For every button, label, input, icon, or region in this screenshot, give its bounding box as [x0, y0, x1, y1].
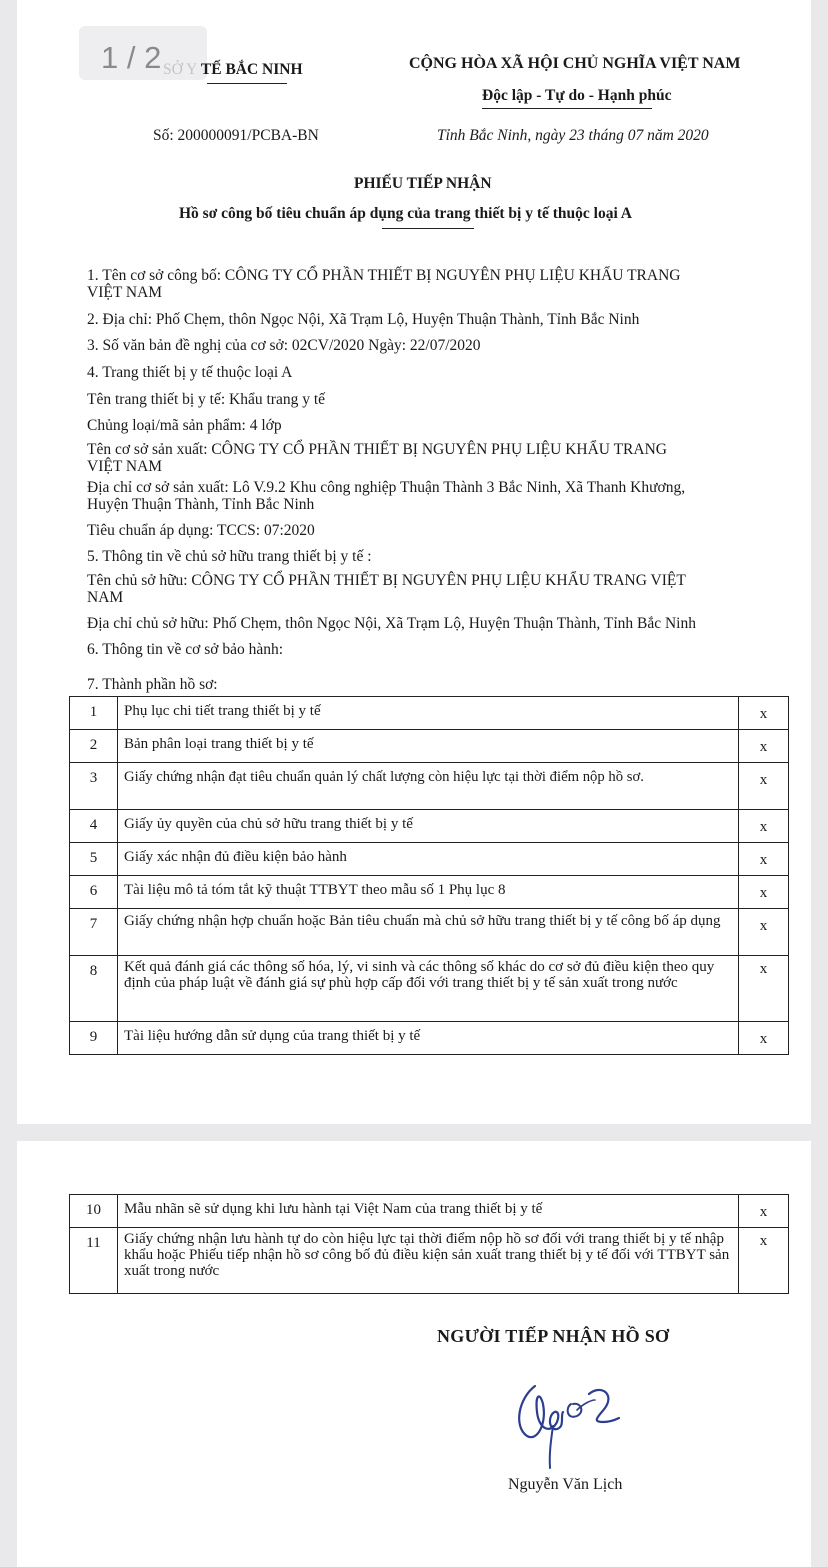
row-number: 4 [70, 810, 118, 843]
national-title: CỘNG HÒA XÃ HỘI CHỦ NGHĨA VIỆT NAM [409, 55, 741, 72]
applicant-name-line2: VIỆT NAM [87, 284, 163, 301]
device-name: Tên trang thiết bị y tế: Khẩu trang y tế [87, 391, 326, 408]
document-check: x [739, 843, 789, 876]
manufacturer-name-line2: VIỆT NAM [87, 458, 163, 475]
owner-name-line2: NAM [87, 589, 124, 606]
document-name: Bản phân loại trang thiết bị y tế [118, 730, 739, 763]
document-name: Giấy chứng nhận hợp chuẩn hoặc Bản tiêu chuẩn mà chủ sở hữu trang thiết bị y tế công bố áp dụng [118, 909, 739, 956]
row-number: 10 [70, 1195, 118, 1228]
document-name: Tài liệu hướng dẫn sử dụng của trang thiết bị y tế [118, 1022, 739, 1055]
table-row [70, 1022, 789, 1055]
owner-section-heading: 5. Thông tin về chủ sở hữu trang thiết bị y tế : [87, 548, 372, 565]
row-number: 1 [70, 697, 118, 730]
document-page-1 [17, 0, 811, 1124]
document-name: Giấy xác nhận đủ điều kiện bảo hành [118, 843, 739, 876]
table-row [70, 909, 789, 956]
row-number: 11 [70, 1228, 118, 1294]
manufacturer-name-line1: Tên cơ sở sản xuất: CÔNG TY CỔ PHẦN THIẾT BỊ NGUYÊN PHỤ LIỆU KHẨU TRANG [87, 441, 667, 458]
table-row [70, 843, 789, 876]
document-name: Mẫu nhãn sẽ sử dụng khi lưu hành tại Việt Nam của trang thiết bị y tế [118, 1195, 739, 1228]
document-check: x [739, 730, 789, 763]
device-class: 4. Trang thiết bị y tế thuộc loại A [87, 364, 293, 381]
table-row [70, 1228, 789, 1294]
documents-heading: 7. Thành phần hồ sơ: [87, 676, 218, 693]
form-subtitle: Hồ sơ công bố tiêu chuẩn áp dụng của trang thiết bị y tế thuộc loại A [179, 205, 632, 222]
owner-name-line1: Tên chủ sở hữu: CÔNG TY CỔ PHẦN THIẾT BỊ NGUYÊN PHỤ LIỆU KHẨU TRANG VIỆT [87, 572, 686, 589]
manufacturer-name [87, 441, 787, 475]
document-name: Kết quả đánh giá các thông số hóa, lý, vi sinh và các thông số khác do cơ sở đủ điều kiện theo quy định của pháp luật về đánh giá sự phù hợp cấp đối với trang thiết bị y tế sản xuất trong nước [118, 956, 739, 1022]
table-row [70, 763, 789, 810]
manufacturer-address [87, 479, 787, 513]
issuing-agency [163, 61, 303, 79]
national-motto: Độc lập - Tự do - Hạnh phúc [482, 87, 672, 104]
issuing-agency-faded: SỞ Y [163, 61, 198, 78]
manufacturer-address-line2: Huyện Thuận Thành, Tỉnh Bắc Ninh [87, 496, 315, 513]
issuing-agency-bold: TẾ BẮC NINH [197, 61, 303, 78]
row-number: 7 [70, 909, 118, 956]
place-and-date: Tỉnh Bắc Ninh, ngày 23 tháng 07 năm 2020 [437, 127, 709, 144]
handwritten-signature [505, 1364, 625, 1474]
receiver-title: NGƯỜI TIẾP NHẬN HỒ SƠ [437, 1326, 670, 1346]
document-check: x [739, 810, 789, 843]
table-row [70, 876, 789, 909]
table-row [70, 730, 789, 763]
row-number: 5 [70, 843, 118, 876]
receiver-name: Nguyễn Văn Lịch [508, 1476, 623, 1493]
documents-table [69, 696, 789, 1055]
document-check: x [739, 1195, 789, 1228]
document-check: x [739, 876, 789, 909]
applied-standard: Tiêu chuẩn áp dụng: TCCS: 07:2020 [87, 522, 315, 539]
agency-underline [207, 83, 287, 84]
row-number: 3 [70, 763, 118, 810]
row-number: 9 [70, 1022, 118, 1055]
form-title: PHIẾU TIẾP NHẬN [354, 175, 492, 192]
applicant-name-line1: 1. Tên cơ sở công bố: CÔNG TY CỔ PHẦN THIẾT BỊ NGUYÊN PHỤ LIỆU KHẨU TRANG [87, 267, 681, 284]
row-number: 6 [70, 876, 118, 909]
page-indicator-label: 1 / 2 [101, 40, 162, 75]
owner-name [87, 572, 787, 606]
document-name: Phụ lục chi tiết trang thiết bị y tế [118, 697, 739, 730]
document-check: x [739, 1228, 789, 1294]
document-check: x [739, 956, 789, 1022]
table-row [70, 1195, 789, 1228]
document-name: Giấy ủy quyền của chủ sở hữu trang thiết bị y tế [118, 810, 739, 843]
document-number: Số: 200000091/PCBA-BN [153, 127, 319, 144]
applicant-name [87, 267, 787, 301]
document-check: x [739, 909, 789, 956]
applicant-address: 2. Địa chỉ: Phố Chẹm, thôn Ngọc Nội, Xã Trạm Lộ, Huyện Thuận Thành, Tỉnh Bắc Ninh [87, 311, 640, 328]
request-document: 3. Số văn bản đề nghị của cơ sở: 02CV/2020 Ngày: 22/07/2020 [87, 337, 481, 354]
document-name: Giấy chứng nhận lưu hành tự do còn hiệu lực tại thời điểm nộp hồ sơ đối với trang thiết bị y tế nhập khẩu hoặc Phiếu tiếp nhận hồ sơ công bố đủ điều kiện sản xuất trang thiết bị y tế đối với TTBYT sản xuất trong nước [118, 1228, 739, 1294]
manufacturer-address-line1: Địa chỉ cơ sở sản xuất: Lô V.9.2 Khu công nghiệp Thuận Thành 3 Bắc Ninh, Xã Thanh Khương, [87, 479, 686, 496]
table-row [70, 810, 789, 843]
document-check: x [739, 1022, 789, 1055]
document-page-2 [17, 1141, 811, 1567]
motto-underline [482, 108, 652, 109]
owner-address: Địa chỉ chủ sở hữu: Phố Chẹm, thôn Ngọc Nội, Xã Trạm Lộ, Huyện Thuận Thành, Tỉnh Bắc Ninh [87, 615, 696, 632]
document-name: Giấy chứng nhận đạt tiêu chuẩn quản lý chất lượng còn hiệu lực tại thời điểm nộp hồ sơ. [118, 763, 739, 810]
row-number: 2 [70, 730, 118, 763]
warranty-heading: 6. Thông tin về cơ sở bảo hành: [87, 641, 284, 658]
table-row [70, 956, 789, 1022]
documents-table-continued [69, 1194, 789, 1294]
row-number: 8 [70, 956, 118, 1022]
document-check: x [739, 763, 789, 810]
device-type: Chủng loại/mã sản phẩm: 4 lớp [87, 417, 282, 434]
table-row [70, 697, 789, 730]
document-name: Tài liệu mô tả tóm tắt kỹ thuật TTBYT theo mẫu số 1 Phụ lục 8 [118, 876, 739, 909]
subtitle-underline [382, 228, 474, 229]
document-check: x [739, 697, 789, 730]
